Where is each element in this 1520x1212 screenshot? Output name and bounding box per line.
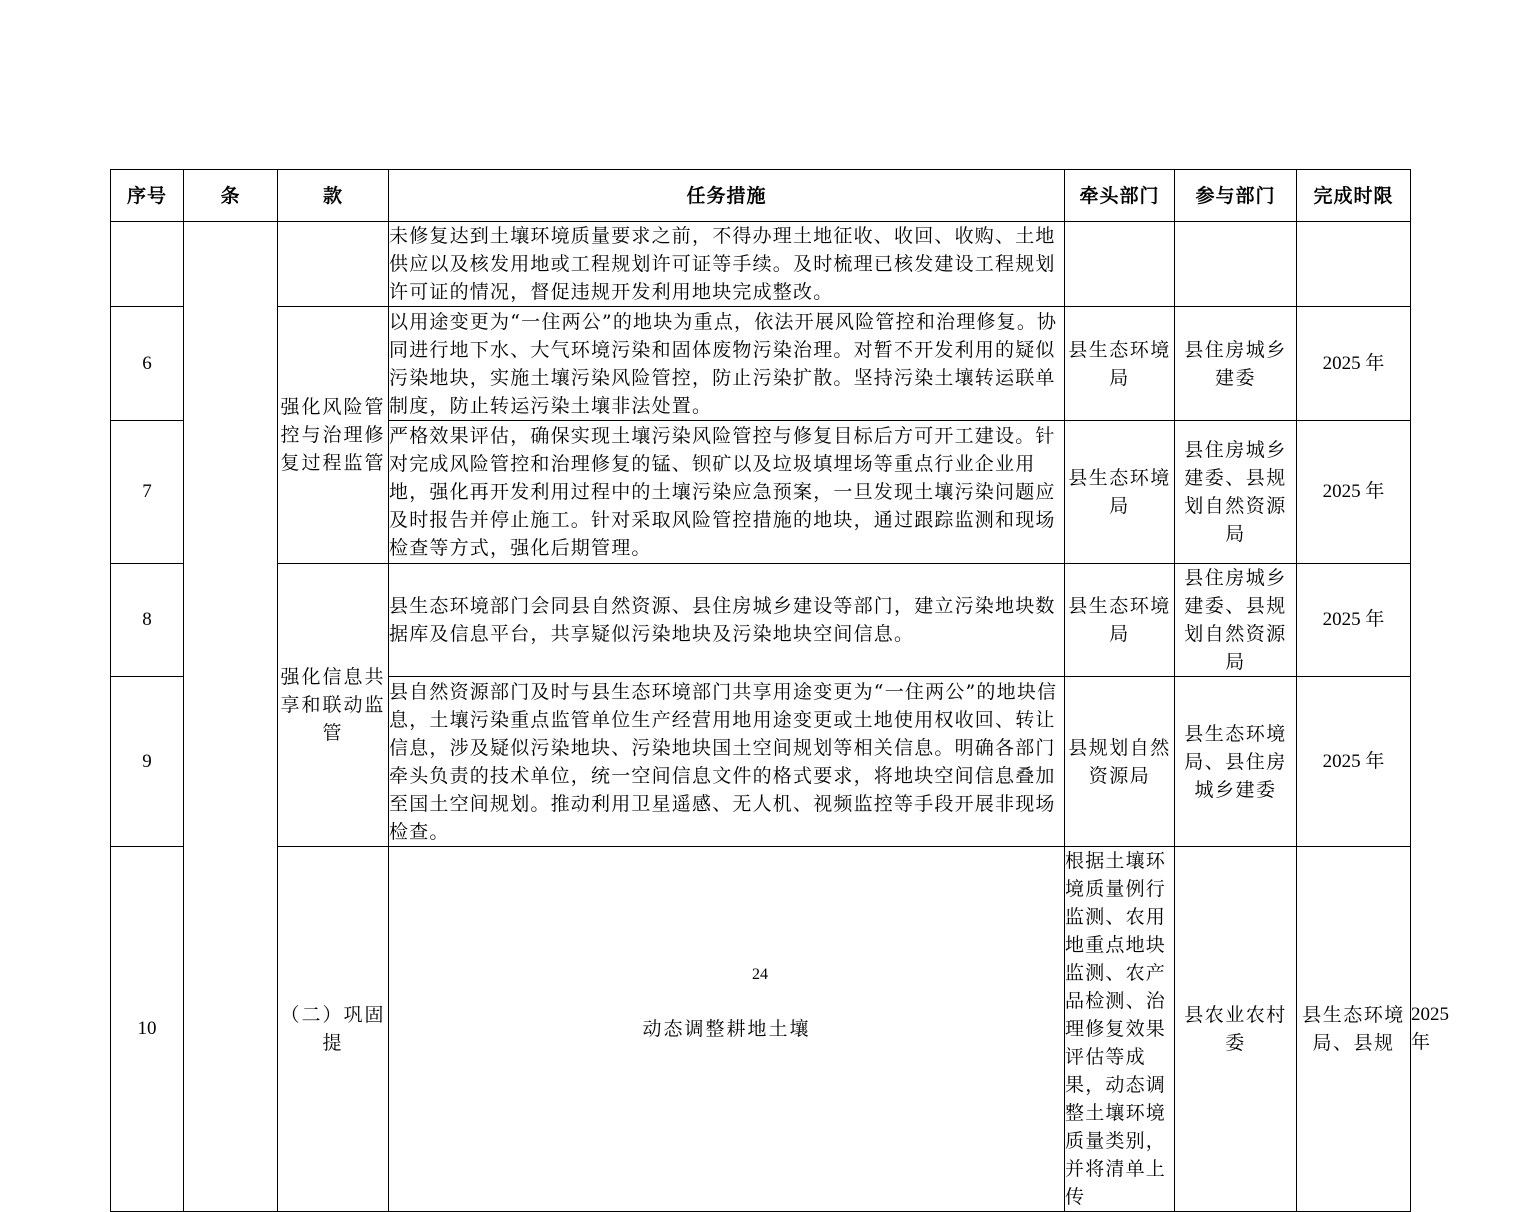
header-clause: 条 <box>184 170 278 222</box>
row-no: 9 <box>111 677 184 847</box>
row-no: 8 <box>111 564 184 677</box>
header-participant-depts: 参与部门 <box>1175 170 1297 222</box>
lead-dept-cell: 县生态环境局 <box>1065 564 1175 677</box>
participant-dept-cell: 县住房城乡建委 <box>1175 307 1297 421</box>
row-no: 6 <box>111 307 184 421</box>
table-row <box>111 564 1411 677</box>
row-no <box>111 222 184 307</box>
participant-dept-cell: 县住房城乡建委、县规划自然资源局 <box>1175 564 1297 677</box>
deadline-cell: 2025 年 <box>1297 564 1411 677</box>
clause-cell-merged <box>184 222 278 1212</box>
measure-cell: 根据土壤环境质量例行监测、农用地重点地块监测、农产品检测、治理修复效果评估等成果，动态调整土壤环境质量类别，并将清单上传 <box>1065 847 1175 1212</box>
measure-cell: 严格效果评估，确保实现土壤污染风险管控与修复目标后方可开工建设。针对完成风险管控和治理修复的锰、钡矿以及垃圾填埋场等重点行业企业用地，强化再开发利用过程中的土壤污染应急预案，一旦发现土壤污染问题应及时报告并停止施工。针对采取风险管控措施的地块，通过跟踪监测和现场检查等方式，强化后期管理。 <box>389 421 1065 564</box>
row-no: 7 <box>111 421 184 564</box>
lead-dept-cell <box>1065 222 1175 307</box>
deadline-cell: 2025 年 <box>1297 307 1411 421</box>
measure-cell: 以用途变更为“一住两公”的地块为重点，依法开展风险管控和治理修复。协同进行地下水、大气环境污染和固体废物污染治理。对暂不开发利用的疑似污染地块，实施土壤污染风险管控，防止污染扩散。坚持污染土壤转运联单制度，防止转运污染土壤非法处置。 <box>389 307 1065 421</box>
measure-cell: 县自然资源部门及时与县生态环境部门共享用途变更为“一住两公”的地块信息，土壤污染重点监管单位生产经营用地用途变更或土地使用权收回、转让信息，涉及疑似污染地块、污染地块国土空间规划等相关信息。明确各部门牵头负责的技术单位，统一空间信息文件的格式要求，将地块空间信息叠加至国土空间规划。推动利用卫星遥感、无人机、视频监控等手段开展非现场检查。 <box>389 677 1065 847</box>
row-no: 10 <box>111 847 184 1212</box>
table-row <box>111 222 1411 307</box>
lead-dept-cell: 县农业农村委 <box>1175 847 1297 1212</box>
header-item: 款 <box>278 170 389 222</box>
participant-dept-cell <box>1175 222 1297 307</box>
page-number: 24 <box>752 966 768 983</box>
header-no: 序号 <box>111 170 184 222</box>
header-measures: 任务措施 <box>389 170 1065 222</box>
lead-dept-cell: 县生态环境局 <box>1065 307 1175 421</box>
participant-dept-cell: 县生态环境局、县住房城乡建委 <box>1175 677 1297 847</box>
deadline-cell <box>1297 222 1411 307</box>
item-cell-risk-control: 强化风险管控与治理修复过程监管 <box>278 307 389 564</box>
measure-cell: 未修复达到土壤环境质量要求之前，不得办理土地征收、收回、收购、土地供应以及核发用地或工程规划许可证等手续。及时梳理已核发建设工程规划许可证的情况，督促违规开发利用地块完成整改。 <box>389 222 1065 307</box>
header-deadline: 完成时限 <box>1297 170 1411 222</box>
task-table <box>110 169 1449 1212</box>
clause-cell: （二）巩固提 <box>278 847 389 1212</box>
item-cell <box>278 222 389 307</box>
item-cell: 动态调整耕地土壤 <box>389 847 1065 1212</box>
deadline-cell: 2025 年 <box>1297 677 1411 847</box>
item-cell-info-sharing: 强化信息共享和联动监管 <box>278 564 389 847</box>
participant-dept-cell: 县住房城乡建委、县规划自然资源局 <box>1175 421 1297 564</box>
header-lead-dept: 牵头部门 <box>1065 170 1175 222</box>
table-row: 10 （二）巩固提 动态调整耕地土壤 根据土壤环境质量例行监测、农用地重点地块监测、农产品检测、治理修复效果评估等成果，动态调整土壤环境质量类别，并将清单上传 县农业农村委 县生态环境局、县规 2025 年 <box>111 847 1411 1212</box>
deadline-cell: 2025 年 <box>1297 421 1411 564</box>
header-row <box>111 170 1411 222</box>
participant-dept-cell: 县生态环境局、县规 <box>1297 847 1411 1212</box>
lead-dept-cell: 县规划自然资源局 <box>1065 677 1175 847</box>
table-row <box>111 307 1411 421</box>
lead-dept-cell: 县生态环境局 <box>1065 421 1175 564</box>
measure-cell: 县生态环境部门会同县自然资源、县住房城乡建设等部门，建立污染地块数据库及信息平台，共享疑似污染地块及污染地块空间信息。 <box>389 564 1065 677</box>
